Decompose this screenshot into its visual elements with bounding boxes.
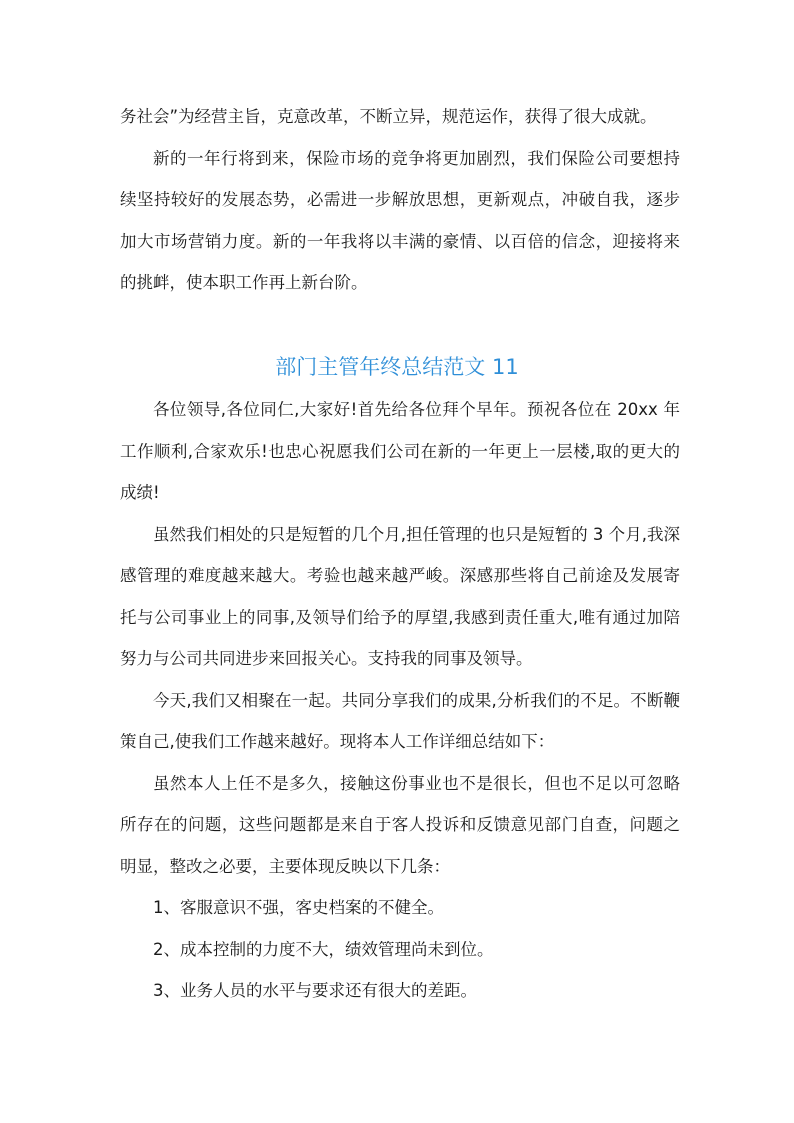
section-a [120,96,680,304]
paragraph-continued: 务社会”为经营主旨，克意改革，不断立异，规范运作，获得了很大成就。 [120,107,657,126]
paragraph-problems: 虽然本人上任不是多久，接触这份事业也不是很长，但也不足以可忽略所存在的问题，这些问题都是来自于客人投诉和反馈意见部门自查，问题之明显，整改之必要，主要体现反映以下几条： [120,773,680,876]
section-heading: 部门主管年终总结范文 11 [275,355,519,379]
paragraph-greeting: 各位领导,各位同仁,大家好!首先给各位拜个早年。预祝各位在 20xx 年工作顺利,合家欢乐!也忠心祝愿我们公司在新的一年更上一层楼,取的更大的成绩! [120,400,680,502]
section-b [120,389,680,1012]
paragraph-today: 今天,我们又相聚在一起。共同分享我们的成果,分析我们的不足。不断鞭策自己,使我们工作越来越好。现将本人工作详细总结如下： [120,690,680,751]
list-item-2: 2、成本控制的力度不大，绩效管理尚未到位。 [153,939,494,959]
paragraph-new-year: 新的一年行将到来，保险市场的竞争将更加剧烈，我们保险公司要想持续坚持较好的发展态势，必需进一步解放思想，更新观点，冲破自我，逐步加大市场营销力度。新的一年我将以丰满的豪情、以百倍的信念，迎接将来的挑衅，使本职工作再上新台阶。 [120,148,680,292]
list-item-1: 1、客服意识不强，客史档案的不健全。 [153,898,444,917]
paragraph-short-time: 虽然我们相处的只是短暂的几个月,担任管理的也只是短暂的 3 个月,我深感管理的难度越来越大。考验也越来越严峻。深感那些将自己前途及发展寄托与公司事业上的同事,及领导们给予的厚望,我感到责任重大,唯有通过加陪努力与公司共同进步来回报关心。支持我的同事及领导。 [120,524,680,668]
list-item-3: 3、业务人员的水平与要求还有很大的差距。 [153,981,477,1000]
